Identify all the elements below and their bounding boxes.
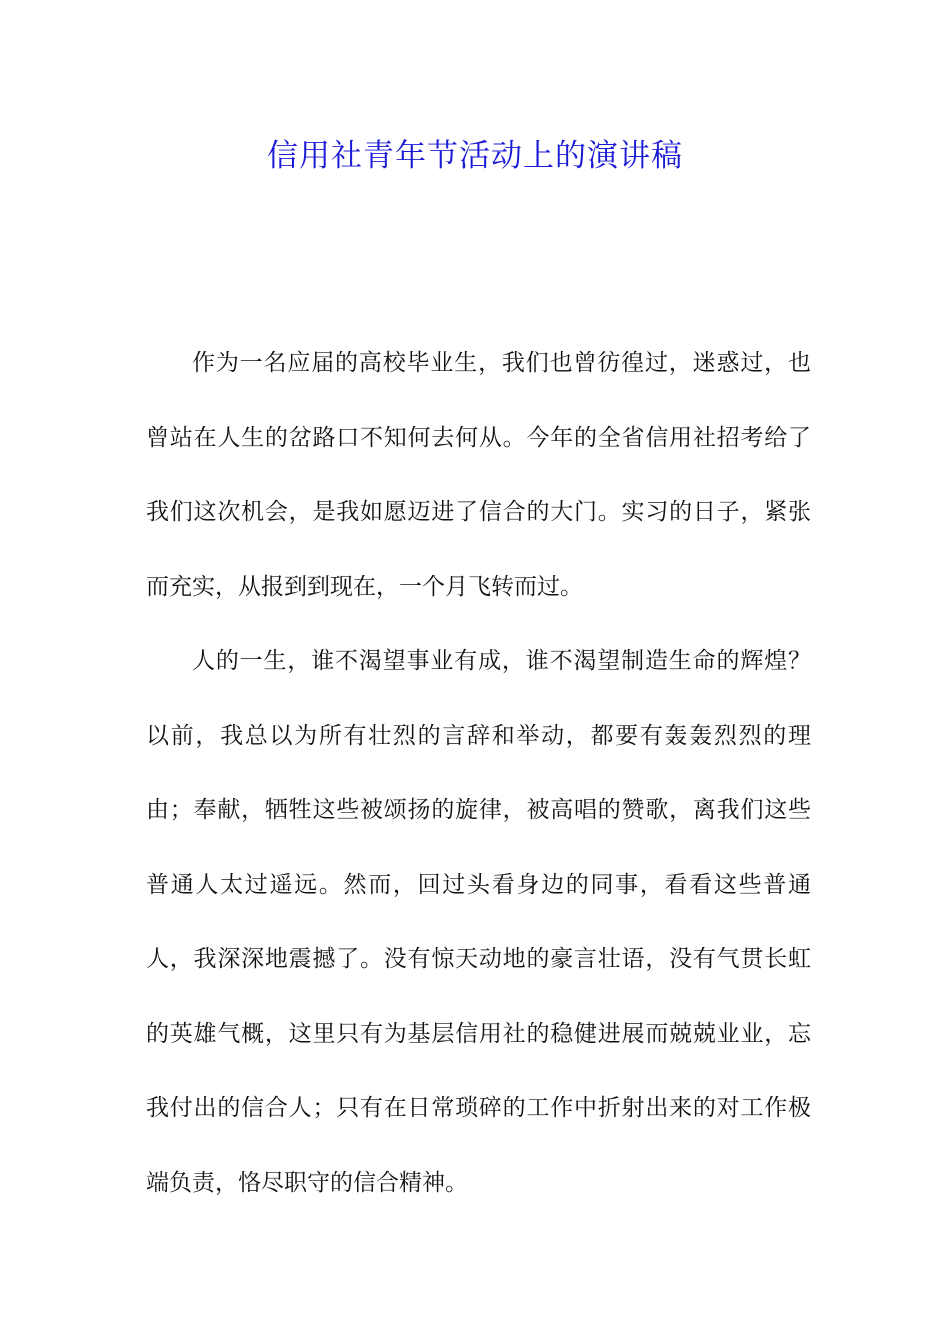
body-paragraph: 作为一名应届的高校毕业生，我们也曾彷徨过，迷惑过，也曾站在人生的岔路口不知何去何从。今年的全省信用社招考给了我们这次机会，是我如愿迈进了信合的大门。实习的日子，紧张而充实，从报到到现在，一个月飞转而过。 — [146, 350, 811, 600]
body-paragraph-1-block — [146, 326, 811, 624]
body-paragraph-2-block — [146, 624, 811, 1220]
page-title: 信用社青年节活动上的演讲稿 — [267, 138, 683, 174]
body-paragraph: 人的一生，谁不渴望事业有成，谁不渴望制造生命的辉煌？以前，我总以为所有壮烈的言辞和举动，都要有轰轰烈烈的理由；奉献，牺牲这些被颂扬的旋律，被高唱的赞歌，离我们这些普通人太过遥远。然而，回过头看身边的同事，看看这些普通人，我深深地震撼了。没有惊天动地的豪言壮语，没有气贯长虹的英雄气概，这里只有为基层信用社的稳健进展而兢兢业业，忘我付出的信合人；只有在日常琐碎的工作中折射出来的对工作极端负责，恪尽职守的信合精神。 — [146, 648, 811, 1196]
